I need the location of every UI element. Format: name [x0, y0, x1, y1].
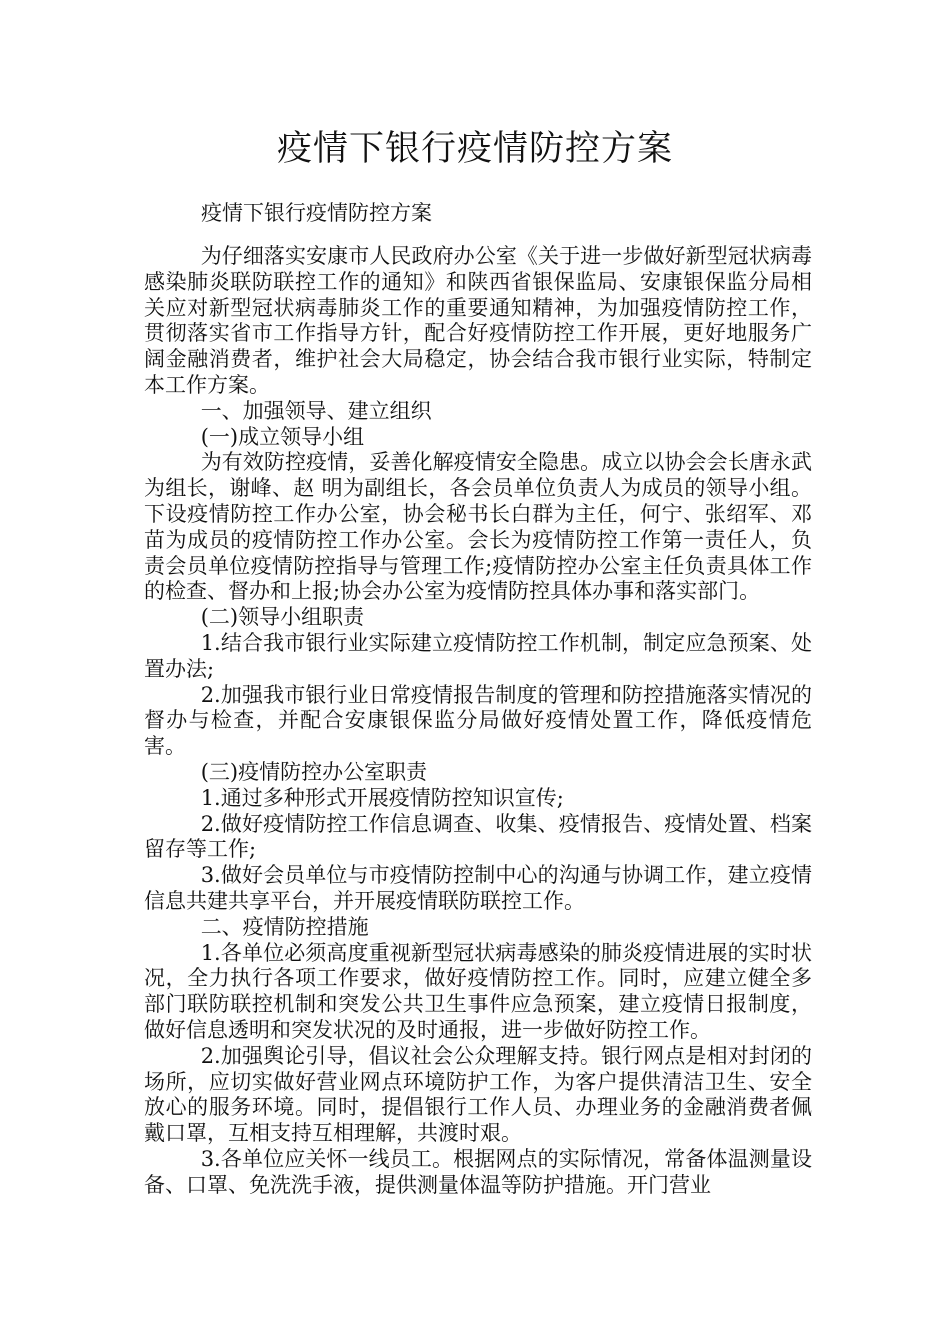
- subsection-heading-1: (一)成立领导小组: [200, 424, 365, 449]
- list-item: 1.结合我市银行业实际建立疫情防控工作机制，制定应急预案、处置办法;: [144, 630, 812, 681]
- intro-paragraph: 为仔细落实安康市人民政府办公室《关于进一步做好新型冠状病毒感染肺炎联防联控工作的通知》和陕西省银保监局、安康银保监分局相关应对新型冠状病毒肺炎工作的重要通知精神，为加强疫情防控工作，贯彻落实省市工作指导方针，配合好疫情防控工作开展，更好地服务广阔金融消费者，维护社会大局稳定，协会结合我市银行业实际，特制定本工作方案。: [144, 244, 812, 397]
- list-item: 1.各单位必须高度重视新型冠状病毒感染的肺炎疫情进展的实时状况，全力执行各项工作要求，做好疫情防控工作。同时，应建立健全多部门联防联控机制和突发公共卫生事件应急预案，建立疫情日报制度，做好信息透明和突发状况的及时通报，进一步做好防控工作。: [144, 940, 812, 1042]
- subsection-heading-3: (三)疫情防控办公室职责: [200, 759, 428, 784]
- list-item: 2.做好疫情防控工作信息调查、收集、疫情报告、疫情处置、档案留存等工作;: [144, 811, 812, 862]
- list-item: 3.各单位应关怀一线员工。根据网点的实际情况，常备体温测量设备、口罩、免洗洗手液，提供测量体温等防护措施。开门营业: [144, 1146, 812, 1197]
- document-body: [144, 244, 812, 1198]
- list-item: 1.通过多种形式开展疫情防控知识宣传;: [200, 785, 564, 810]
- subsection-heading-2: (二)领导小组职责: [200, 605, 365, 630]
- document-title: 疫情下银行疫情防控方案: [276, 129, 673, 169]
- list-item: 3.做好会员单位与市疫情防控制中心的沟通与协调工作，建立疫情信息共建共享平台，并开展疫情联防联控工作。: [144, 863, 812, 913]
- list-item: 2.加强我市银行业日常疫情报告制度的管理和防控措施落实情况的督办与检查，并配合安康银保监分局做好疫情处置工作，降低疫情危害。: [144, 682, 812, 759]
- section-heading-2: 二、疫情防控措施: [200, 914, 369, 939]
- list-item: 2.加强舆论引导，倡议社会公众理解支持。银行网点是相对封闭的场所，应切实做好营业网点环境防护工作，为客户提供清洁卫生、安全放心的服务环境。同时，提倡银行工作人员、办理业务的金融消费者佩戴口罩，互相支持互相理解，共渡时艰。: [144, 1043, 812, 1146]
- paragraph-leadership-group: 为有效防控疫情，妥善化解疫情安全隐患。成立以协会会长唐永武为组长，谢峰、赵 明为副组长，各会员单位负责人为成员的领导小组。下设疫情防控工作办公室，协会秘书长白群为主任，何宁、张绍军、邓苗为成员的疫情防控工作办公室。会长为疫情防控工作第一责任人，负责会员单位疫情防控指导与管理工作;疫情防控办公室主任负责具体工作的检查、督办和上报;协会办公室为疫情防控具体办事和落实部门。: [144, 450, 812, 604]
- document-subtitle: 疫情下银行疫情防控方案: [201, 201, 432, 225]
- section-heading-1: 一、加强领导、建立组织: [200, 398, 432, 423]
